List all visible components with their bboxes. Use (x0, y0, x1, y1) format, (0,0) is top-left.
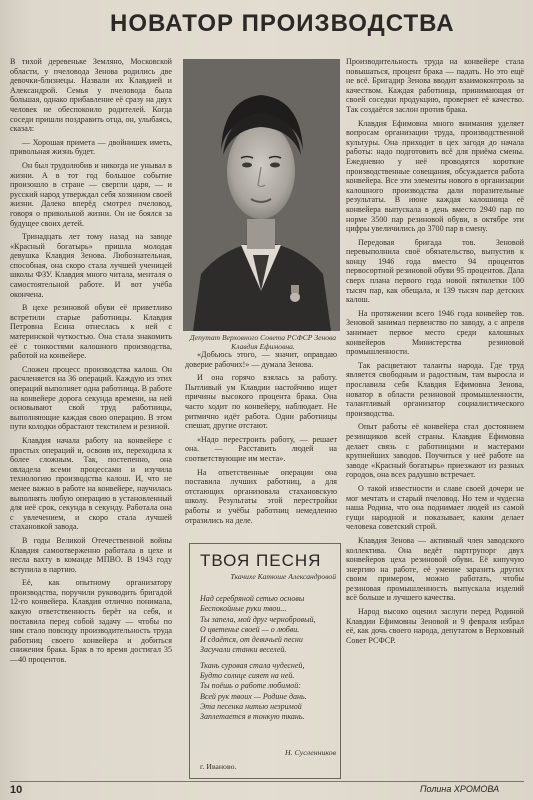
portrait-photo (183, 59, 340, 331)
paragraph: Клавдия Ефимовна много внимания уделяет вопросам организации труда, производственной культуры. Она приходит в цех загодя до начала работы: надо подготовить всё для приёма смены. Ежедневно у неё проводятся короткие производственные совещания, обсуждается работа конвейера. Все эти элементы нового в организации калошного производства дали поразительные результаты. В июне каждая калошница её конвейера выпускала в день вместо 2940 пар по норме 3500 пар резиновой обуви, в октябре эти цифры увеличились до 3700 пар в смену. (346, 118, 524, 234)
paragraph: Передовая бригада тов. Зеновой перевыполнила своё обязательство, выпустив к концу 1946 года вместо 94 процентов первосортной резиновой обуви 95 процентов. Дала сверх плана первого года новой пятилетки 100 тысяч пар, как обещала, и 139 тысяч пар детских калош. (346, 237, 524, 305)
footer-rule (10, 781, 524, 782)
paragraph: «Надо перестроить работу, — решает она. — Расставить людей на соответствующие им места». (185, 434, 337, 463)
paragraph: В годы Великой Отечественной войны Клавдия самоотверженно работала в цехе и несла вахту в команде МПВО. В 1943 году вступила в партию. (10, 535, 172, 574)
poem-line: Над серебряной сетью основы (200, 594, 305, 603)
poem-dedication: Ткачихе Катюше Александровой (230, 572, 336, 581)
paragraph: Сложен процесс производства калош. Он расчленяется на 36 операций. Каждую из этих операций выполняет одна работница. В работе на конвейере дорога секунда времени, на ней основывают свой труд работницы, выполняющие каждая свою операцию. В этом пути колодки обрастают текстилем и резиной. (10, 364, 172, 432)
paragraph: В цехе резиновой обуви её приветливо встретили старые работницы. Клавдия Петровна Есина отнеслась к ней с материнской чуткостью. Она стала знакомить её с тонкостями калошного производства, работой на конвейере. (10, 303, 172, 361)
paragraph: Клавдия Зенова — активный член заводского коллектива. Она ведёт партгрупорг двух конвейеров цеха резиновой обуви. Её кипучую энергию на работе, её умение заразить других своим примером, можно работать, чтобы резиновая промышленность выпускала изделий всё больше и лучшего качества. (346, 535, 524, 603)
paragraph: — Хорошая примета — двойнишек иметь, привольная жизнь будет. (10, 137, 172, 157)
poem-line: Заплетается в тонкую ткань. (200, 712, 305, 722)
paragraph: Опыт работы её конвейера стал достоянием резинщиков всей страны. Клавдия Ефимовна делает связь с работницами и мастерами крупнейших заводов. Поучиться у неё работе на заводе «Красный богатырь» приезжают из разных городов, она всех радушно встречает. (346, 422, 524, 480)
poem-line: Беспокойные руки твои... (200, 604, 287, 614)
portrait-illustration (183, 59, 340, 331)
poem-title: ТВОЯ ПЕСНЯ (200, 551, 322, 570)
paragraph: На протяжении всего 1946 года конвейер тов. Зеновой занимал первенство по заводу, а с апреля занимает первое место среди калошных конвейеров Министерства резиновой промышленности. (346, 308, 524, 357)
poem-line: Всей рук твоих — Родине дань. (200, 691, 307, 701)
paragraph: «Добьюсь этого, — значит, оправдаю доверие рабочих!» — думала Зенова. (185, 350, 337, 369)
paragraph: На ответственные операции она поставила лучших работниц, а для отстающих организовала стахановскую школу. Результаты этой перестройки работы и учёбы работниц немедленно отразились на деле. (185, 467, 337, 525)
poem-text (200, 594, 338, 723)
page-number: 10 (10, 784, 23, 796)
poem-line: И сдаётся, от девичьей песни (200, 635, 303, 645)
poem-line: Будто солнце сияет на ней. (200, 671, 295, 681)
poem-line: Ткань суровая стала чудесней, (200, 660, 305, 670)
poem-line: О цветенье своей — о любви. (200, 624, 300, 634)
paragraph: Производительность труда на конвейере стала повышаться, процент брака — падать. Но это ещё не всё. Бригадир Зенова вводит взаимоконтроль за качеством. Каждая работница, принимающая от своей соседки продукцию, проверяет её качество. Так создаётся заслон против брака. (346, 57, 524, 114)
paragraph: И она горячо взялась за работу. Пытливый ум Клавдии настойчиво ищет причины высокого процента брака. Она часто ходит по конвейеру, наблюдает. Не ритмично идёт работа. Одни работницы спешат, другие отстают. (185, 373, 337, 431)
paragraph: О такой известности и славе своей дочери не мог мечтать и старый пчеловод. Но тем и чудесна наша Родина, что она поднимает людей из самой гущи народной и показывает, каким делает человека советский строй. (346, 483, 524, 532)
author-byline: Полина ХРОМОВА (420, 784, 500, 794)
paragraph: Он был трудолюбив и никогда не унывал в жизни. А в тот год большое событие произошло в стране — свергли царя, — и русский народ утверждал себя хозяином своей жизни. Далеко вперёд смотрел пчеловод, говоря о привольной жизни. Он не боялся за будущее своих детей. (10, 160, 172, 228)
article-column-1 (10, 57, 172, 777)
paragraph: Народ высоко оценил заслуги перед Родиной Клавдии Ефимовны Зеновой и 9 февраля избрал её, как дочь своего народа, депутатом в Верховный Совет РСФСР. (346, 607, 524, 645)
poem-line: Ты запела, мой друг чернобровый, (200, 614, 316, 624)
article-title: НОВАТОР ПРОИЗВОДСТВА (110, 10, 455, 37)
paragraph: В тихой деревеньке Земляно, Московской области, у пчеловода Зенова родились две девочки-близнецы. Назвали их Клавдией и Александрой. Семья у пчеловода была большая, однако прибавление её сразу на двух человек не обеспокоило родителей. Когда соседи пришли поздравить отца, он, улыбаясь, сказал: (10, 57, 172, 134)
poem-place: г. Иваново. (200, 762, 237, 771)
paragraph: Так расцветают таланты народа. Где труд является свободным и радостным, там выросла и прославила себя Клавдия Ефимовна Зенова, новатор в области резиновой промышленности, талантливый организатор социалистического производства. (346, 360, 524, 418)
poem-line: Ты поёшь о работе любимой: (200, 681, 301, 691)
article-column-3 (346, 57, 524, 777)
paragraph: Её, как опытному организатору производства, поручили руководить бригадой 12-го конвейера. Клавдия отлично понимала, какую ответственность берёт на себя, и поставила перед собой задачу — чтобы по ним стало повсюду производительность труда работниц своего конвейера и добиться снижения брака. Брак в то время достигал 35—40 процентов. (10, 578, 172, 665)
poem-line: Засучали станки веселей. (200, 645, 287, 655)
poem-author: Н. Сусленников (285, 748, 336, 757)
paragraph: Тринадцать лет тому назад на заводе «Красный богатырь» пришла молодая девушка Клавдия Зенова. Любознательная, способная, она скоро стала лучшей ученицей школы ФЗУ. Клавдия много читала, менталя о самостоятельной работе. И вот учёба окончена. (10, 232, 172, 299)
article-column-2 (185, 350, 337, 538)
photo-caption: Депутат Верховного Совета РСФСР Зенова Клавдия Ефимовна. (189, 333, 337, 351)
paragraph: Клавдия начала работу на конвейере с простых операций и, освоив их, переходила к более сложным. Так, постепенно, она овладела всеми процессами и изучила технологию производства калош. И, что не менее важно в работе на конвейере, научилась выполнять любую операцию в установленный для неё срок, секунда в секунду. Работала она с увлечением, и скоро стала лучшей стахановкой завода. (10, 435, 172, 532)
poem-line: Эта песенка нитью незримой (200, 701, 302, 711)
